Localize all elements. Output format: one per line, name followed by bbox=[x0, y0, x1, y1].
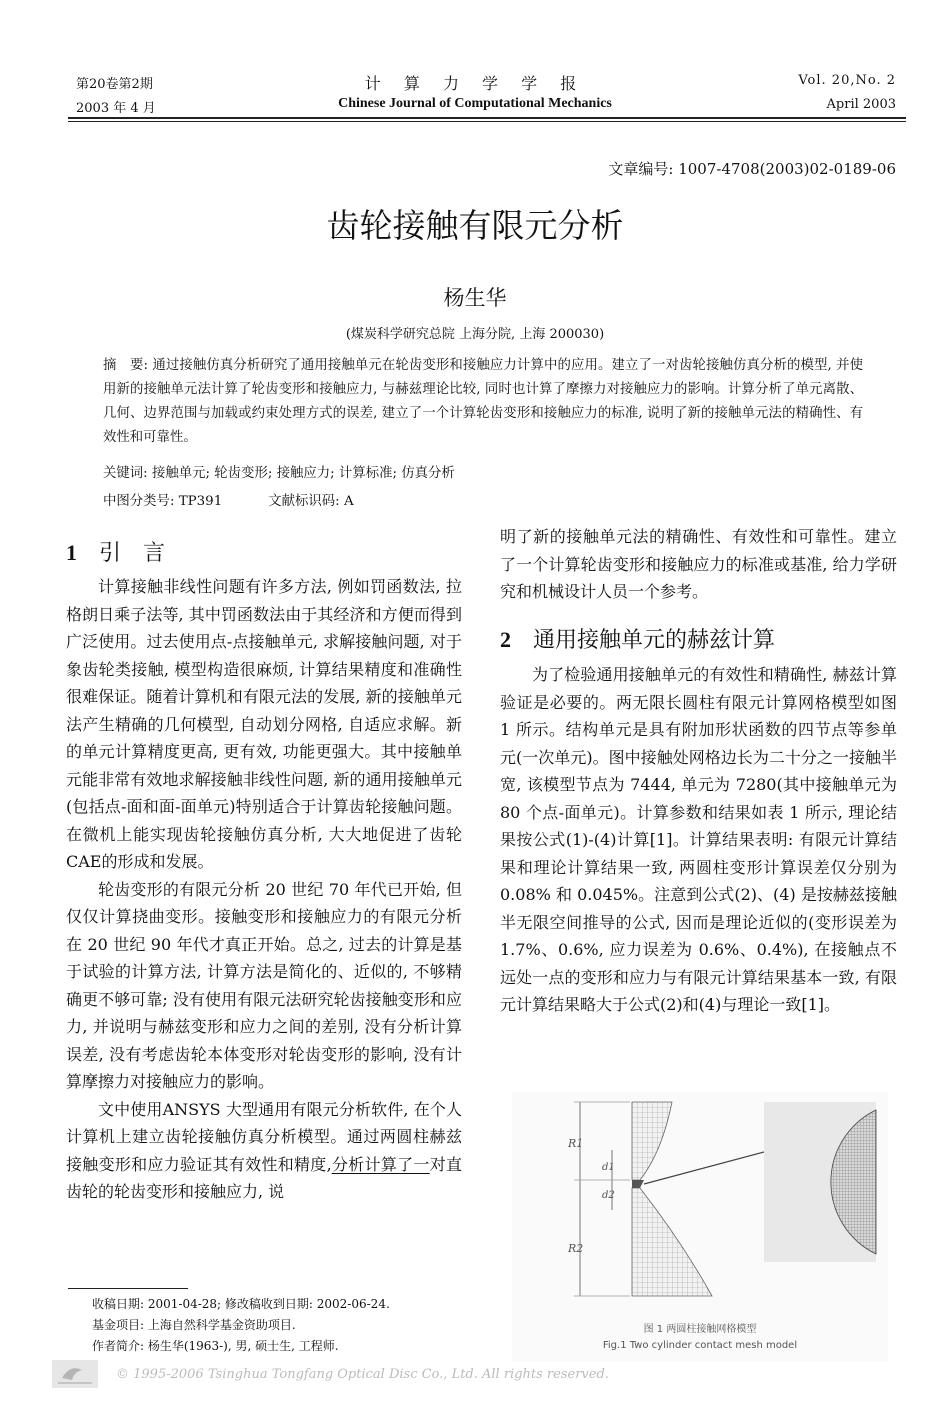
figure-caption-cn: 图 1 两圆柱接触网格模型 bbox=[643, 1324, 757, 1335]
footnote-rule bbox=[68, 1288, 188, 1289]
section-1-number: 1 bbox=[66, 540, 77, 565]
label-d1: d1 bbox=[602, 1162, 615, 1173]
classification-line bbox=[103, 490, 354, 509]
label-d2: d2 bbox=[602, 1190, 615, 1201]
underlined-text: 分析计算了一 bbox=[331, 1154, 430, 1174]
clc-number: 中图分类号: TP391 bbox=[103, 494, 223, 509]
right-column bbox=[500, 523, 897, 606]
section-1-paragraph-1: 计算接触非线性问题有许多方法, 例如罚函数法, 拉格朗日乘子法等, 其中罚函数法由于其经济和方便而得到广泛使用。过去使用点-点接触单元, 求解接触问题, 对于象齿轮类接触, 模型构造很麻烦, 计算结果精度和准确性很难保证。随着计算机和有限元法的发展, 新的接触单元法产生精确的几何模型, 自动划分网格, 自适应求解。新的单元计算精度更高, 更有效, 功能更强大。其中接触单元能非常有效地求解接触非线性问题, 新的通用接触单元(包括点-面和面-面单元)特别适合于计算齿轮接触问题。在微机上能实现齿轮接触仿真分析, 大大地促进了齿轮CAE的形成和发展。 bbox=[66, 577, 462, 871]
author-affiliation: (煤炭科学研究总院 上海分院, 上海 200030) bbox=[345, 327, 605, 342]
label-r2: R2 bbox=[568, 1242, 584, 1255]
section-2-title: 通用接触单元的赫兹计算 bbox=[533, 628, 776, 653]
issue-date: 2003 年 4 月 bbox=[76, 101, 156, 116]
section-1-title: 引 言 bbox=[99, 541, 166, 566]
section-1-heading bbox=[66, 536, 165, 567]
header-rule-thin bbox=[68, 121, 906, 122]
received-date: 收稿日期: 2001-04-28; 修改稿收到日期: 2002-06-24. bbox=[92, 1297, 390, 1311]
left-column bbox=[66, 573, 462, 1206]
journal-title-cn: 计 算 力 学 学 报 bbox=[364, 74, 586, 93]
paragraph-3-text: 文中使用ANSYS 大型通用有限元分析软件, 在个人计算机上建立齿轮接触仿真分析模型。通过两圆柱赫兹接触变形和应力验证其有效性和精度, bbox=[66, 1099, 462, 1174]
volume-issue: 第20卷第2期 bbox=[76, 77, 153, 92]
label-r1: R1 bbox=[568, 1137, 584, 1150]
publisher-logo bbox=[52, 1360, 98, 1388]
volume-issue-en: Vol. 20,No. 2 bbox=[798, 73, 896, 88]
paper-title: 齿轮接触有限元分析 bbox=[326, 206, 624, 245]
issue-date-en: April 2003 bbox=[826, 97, 896, 112]
figure-caption-en: Fig.1 Two cylinder contact mesh model bbox=[602, 1340, 798, 1351]
section-2-body bbox=[500, 661, 897, 1019]
section-1-paragraph-3 bbox=[66, 1096, 462, 1206]
section-1-paragraph-2: 轮齿变形的有限元分析 20 世纪 70 年代已开始, 但仅仅计算挠曲变形。接触变形和接触应力的有限元分析在 20 世纪 90 年代才真正开始。总之, 过去的计算是基于试验的计算方法, 计算方法是简化的、近似的, 不够精确更不够可靠; 没有使用有限元法研究轮齿接触变形和应力, 并说明与赫兹变形和应力之间的差别, 没有分析计算误差, 没有考虑齿轮本体变形对轮齿变形的影响, 没有计算摩擦力对接触应力的影响。 bbox=[66, 879, 462, 1091]
author-bio: 作者简介: 杨生华(1963-), 男, 硕士生, 工程师. bbox=[92, 1339, 339, 1353]
section-1-continuation: 明了新的接触单元法的精确性、有效性和可靠性。建立了一个计算轮齿变形和接触应力的标准或基准, 给力学研究和机械设计人员一个参考。 bbox=[500, 527, 897, 601]
section-2-number: 2 bbox=[500, 627, 511, 652]
document-code: 文献标识码: A bbox=[268, 494, 354, 509]
article-number: 文章编号: 1007-4708(2003)02-0189-06 bbox=[608, 160, 896, 178]
author-name: 杨生华 bbox=[443, 286, 507, 310]
section-2-heading bbox=[500, 623, 775, 654]
figure-1 bbox=[512, 1092, 888, 1362]
footnotes bbox=[92, 1294, 390, 1357]
journal-title-en: Chinese Journal of Computational Mechanics bbox=[338, 96, 612, 111]
section-2-paragraph-1: 为了检验通用接触单元的有效性和精确性, 赫兹计算验证是必要的。两无限长圆柱有限元计算网格模型如图 1 所示。结构单元是具有附加形状函数的四节点等参单元(一次单元)。图中接触处网格边长为二十分之一接触半宽, 该模型节点为 7444, 单元为 7280(其中接触单元为 80 个点-面单元)。计算参数和结果如表 1 所示, 理论结果按公式(1)-(4)计算[1]。计算结果表明: 有限元计算结果和理论计算结果一致, 两圆柱变形计算误差仅分别为 0.08% 和 0.045%。注意到公式(2)、(4) 是按赫兹接触半无限空间推导的公式, 因而是理论近似的(变形误差为 1.7%、0.6%, 应力误差为 0.6%、0.4%), 在接触点不远处一点的变形和应力与有限元计算结果基本一致, 有限元计算结果略大于公式(2)和(4)与理论一致[1]。 bbox=[500, 665, 897, 1014]
fund-note: 基金项目: 上海自然科学基金资助项目. bbox=[92, 1318, 296, 1332]
header-rule bbox=[68, 117, 906, 119]
abstract: 摘 要: 通过接触仿真分析研究了通用接触单元在轮齿变形和接触应力计算中的应用。建立了一对齿轮接触仿真分析的模型, 并使用新的接触单元法计算了轮齿变形和接触应力, 与赫兹理论比较, 同时也计算了摩擦力对接触应力的影响。计算分析了单元离散、几何、边界范围与加载或约束处理方式的误差, 建立了一个计算轮齿变形和接触应力的标准, 说明了新的接触单元法的精确性、有效性和可靠性。 bbox=[103, 358, 863, 445]
keywords: 关键词: 接触单元; 轮齿变形; 接触应力; 计算标准; 仿真分析 bbox=[103, 466, 455, 481]
copyright-notice: © 1995-2006 Tsinghua Tongfang Optical Disc Co., Ltd. All rights reserved. bbox=[116, 1367, 609, 1382]
paragraph-3-tail: 对直齿轮的轮齿变形和接触应力, 说 bbox=[66, 1154, 462, 1201]
